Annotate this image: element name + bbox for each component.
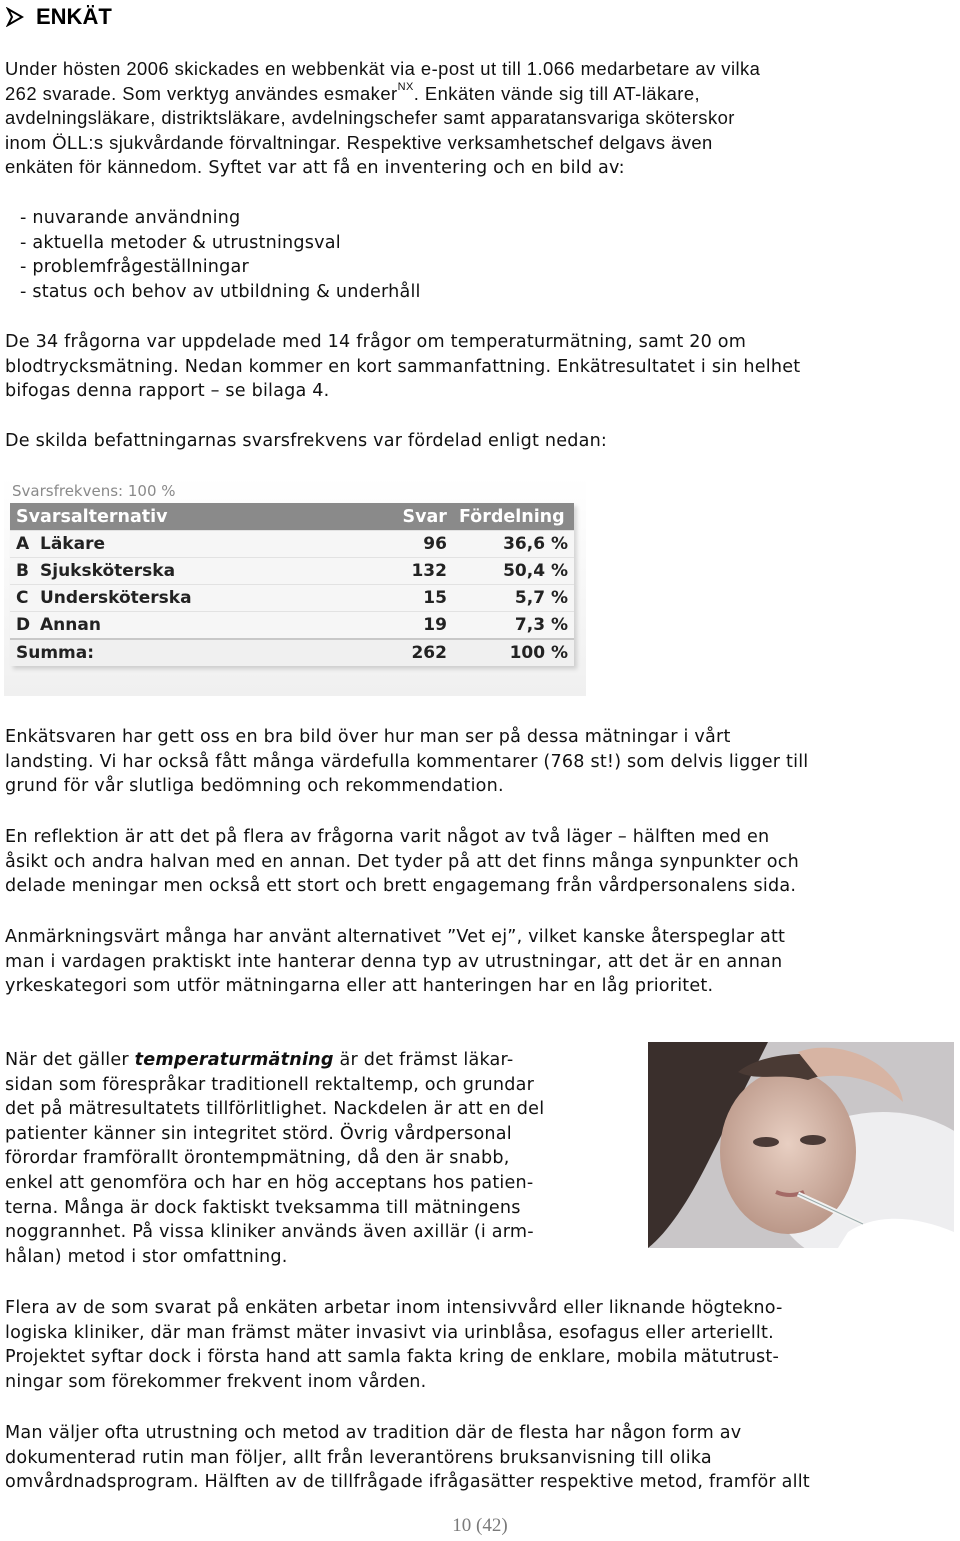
vet-ej-paragraph: Anmärkningsvärt många har använt alternativet ”Vet ej”, vilket kanske återspeglar att man i vardagen praktiskt inte hanterar denna typ av utrustningar, att det är en annan yrkeskategori som utför mätningarna eller att hanteringen har en låg prioritet. [5,927,786,997]
intro-paragraph: Under hösten 2006 skickades en webbenkät via e-post ut till 1.066 medarbetare av vilka 262 svarade. Som verktyg användes esmaker$^{NX}$. Enkäten vände sig till AT-läkare, avdelningsläkare, distriktsläkare, avdelningschefer samt apparatansvariga sköterskor inom ÖLL:s sjukvårdande förvaltningar. Respektive verksamhetschef delgavs även enkäten för kännedom. Syftet var att få en inventering och en bild av: [5,58,761,179]
table-row: A Läkare 96 36,6 % [10,531,574,558]
list-item: - status och behov av utbildning & underhåll [20,281,421,302]
arrow-bullet-icon [6,7,24,27]
survey-response-table [4,476,586,696]
page-number: 10 (42) [452,1515,508,1536]
superscript: NX [397,81,414,94]
column-header: Svar [361,503,453,531]
emphasis: temperaturmätning [134,1050,334,1070]
section-heading [6,2,112,32]
patient-thermometer-photo [648,1042,954,1248]
reflection-paragraph: En reflektion är att det på flera av frågorna varit något av två läger – hälften med en åsikt och andra halvan med en annan. Det tyder på att det finns många synpunkter och delade meningar men också ett stort och brett engagemang från vårdpersonalens sida. [5,827,799,897]
table-row: B Sjuksköterska 132 50,4 % [10,558,574,585]
list-item: - aktuella metoder & utrustningsval [20,232,341,253]
tradition-paragraph: Man väljer ofta utrustning och metod av tradition där de flesta har någon form av dokumenterad rutin man följer, allt från leverantörens bruksanvisning till olika omvårdnadsprogram. Hälften av de tillfrågade ifrågasätter respektive metod, framför allt [5,1423,810,1493]
list-item: - nuvarande användning [20,208,241,228]
purpose-list [20,206,421,304]
table-row: C Undersköterska 15 5,7 % [10,585,574,612]
photo-illustration [648,1042,954,1248]
list-item: - problemfrågeställningar [20,257,249,278]
distribution-paragraph: De skilda befattningarnas svarsfrekvens var fördelad enligt nedan: [5,431,608,451]
intensive-care-paragraph: Flera av de som svarat på enkäten arbetar inom intensivvård eller liknande högtekno- logiska kliniker, där man främst mäter invasivt via urinblåsa, esofagus eller arteriellt. Projektet syftar dock i första hand att samla fakta kring de enklare, mobila mätutrust- ningar som förekommer frekvent inom vården. [5,1298,783,1392]
column-header: Svarsalternativ [10,503,361,531]
temperature-paragraph: När det gäller temperaturmätning är det främst läkar- sidan som förespråkar traditionell rektaltemp, och grundar det på mätresultatets tillförlitlighet. Nackdelen är att en del patienter känner sin integritet störd. Övrig vårdpersonal förordar framförallt örontempmätning, då den är snabb, enkel att genomföra och har en hög acceptans hos patien- terna. Många är dock faktiskt tveksamma till mätningens noggrannhet. På vissa kliniker används även axillär (i arm- hålan) metod i stor omfattning. [5,1050,545,1267]
column-header: Fördelning [453,503,574,531]
table-total-row: Summa: 262 100 % [10,639,574,666]
section-title: ENKÄT [36,4,112,29]
response-table [10,503,574,666]
table-row: D Annan 19 7,3 % [10,612,574,640]
answers-paragraph: Enkätsvaren har gett oss en bra bild över hur man ser på dessa mätningar i vårt landsting. Vi har också fått många värdefulla kommentarer (768 st!) som delvis ligger till grund för vår slutliga bedömning och rekommendation. [5,727,809,797]
survey-caption: Svarsfrekvens: 100 % [12,482,176,500]
table-header-row [10,503,574,531]
questions-paragraph: De 34 frågorna var uppdelade med 14 frågor om temperaturmätning, samt 20 om blodtrycksmätning. Nedan kommer en kort sammanfattning. Enkätresultatet i sin helhet bifogas denna rapport – se bilaga 4. [5,332,801,402]
